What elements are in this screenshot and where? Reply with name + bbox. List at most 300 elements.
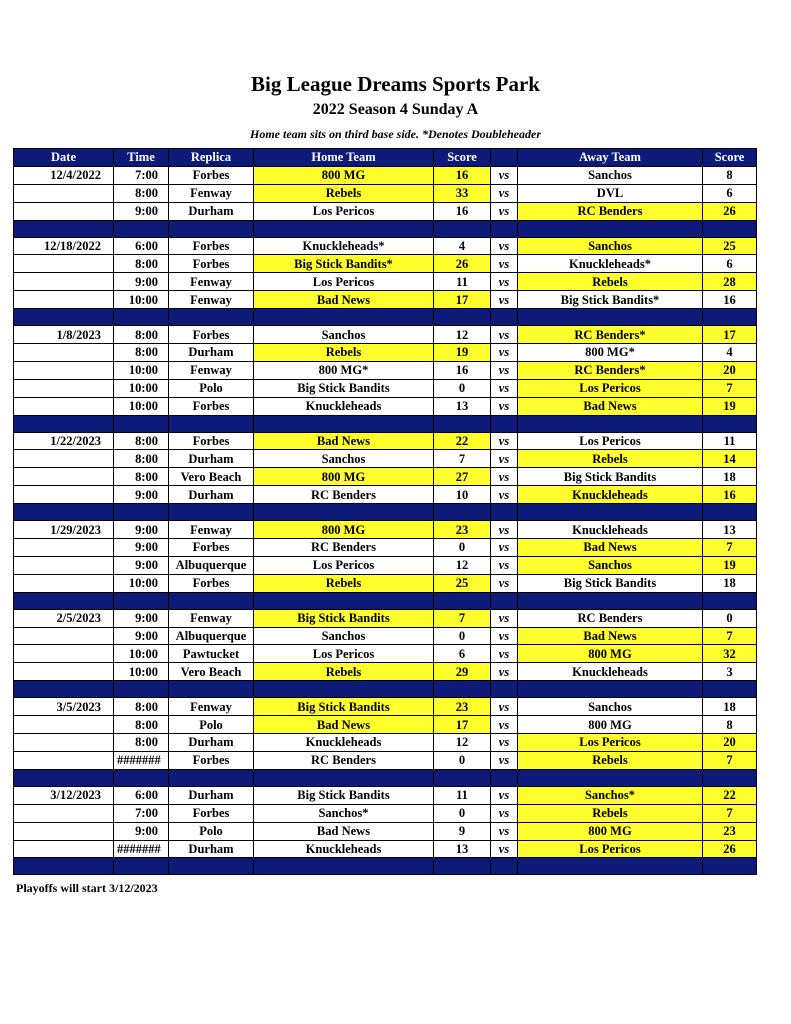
separator-cell bbox=[434, 309, 491, 326]
header-home-team: Home Team bbox=[254, 149, 434, 167]
home-team-cell: Knuckleheads* bbox=[254, 237, 434, 255]
time-cell: 8:00 bbox=[114, 432, 169, 450]
vs-cell: vs bbox=[491, 379, 518, 397]
separator-cell bbox=[491, 681, 518, 698]
time-cell: 7:00 bbox=[114, 804, 169, 822]
away-team-cell: Sanchos bbox=[518, 556, 703, 574]
date-cell bbox=[14, 486, 114, 504]
page-subtitle: 2022 Season 4 Sunday A bbox=[312, 101, 479, 118]
vs-cell: vs bbox=[491, 804, 518, 822]
separator-cell bbox=[703, 415, 757, 432]
separator-cell bbox=[14, 504, 114, 521]
game-row bbox=[14, 344, 757, 362]
separator-cell bbox=[518, 769, 703, 786]
replica-cell: Fenway bbox=[169, 698, 254, 716]
away-score-cell: 7 bbox=[703, 379, 757, 397]
vs-cell: vs bbox=[491, 627, 518, 645]
time-cell: 9:00 bbox=[114, 486, 169, 504]
away-team-cell: Knuckleheads* bbox=[518, 255, 703, 273]
separator-cell bbox=[114, 769, 169, 786]
date-cell bbox=[14, 804, 114, 822]
separator-cell bbox=[254, 858, 434, 875]
vs-cell: vs bbox=[491, 840, 518, 858]
game-row bbox=[14, 166, 757, 184]
header-away-team: Away Team bbox=[518, 149, 703, 167]
vs-cell: vs bbox=[491, 734, 518, 752]
header-replica: Replica bbox=[169, 149, 254, 167]
separator-cell bbox=[703, 769, 757, 786]
time-cell: 10:00 bbox=[114, 379, 169, 397]
home-team-cell: Bad News bbox=[254, 432, 434, 450]
separator-cell bbox=[254, 681, 434, 698]
away-team-cell: 800 MG bbox=[518, 645, 703, 663]
game-row bbox=[14, 291, 757, 309]
away-team-cell: Rebels bbox=[518, 804, 703, 822]
separator-cell bbox=[491, 858, 518, 875]
date-cell bbox=[14, 840, 114, 858]
game-row bbox=[14, 468, 757, 486]
separator-cell bbox=[491, 220, 518, 237]
replica-cell: Forbes bbox=[169, 397, 254, 415]
game-row bbox=[14, 379, 757, 397]
date-cell bbox=[14, 539, 114, 557]
replica-cell: Durham bbox=[169, 450, 254, 468]
away-score-cell: 26 bbox=[703, 840, 757, 858]
vs-cell: vs bbox=[491, 786, 518, 804]
away-team-cell: 800 MG bbox=[518, 822, 703, 840]
vs-cell: vs bbox=[491, 486, 518, 504]
time-cell: 8:00 bbox=[114, 326, 169, 344]
separator-cell bbox=[703, 220, 757, 237]
separator-row bbox=[14, 858, 757, 875]
separator-cell bbox=[254, 220, 434, 237]
game-row bbox=[14, 716, 757, 734]
header-date: Date bbox=[14, 149, 114, 167]
game-row bbox=[14, 326, 757, 344]
game-row bbox=[14, 255, 757, 273]
date-cell: 1/29/2023 bbox=[14, 521, 114, 539]
date-cell bbox=[14, 361, 114, 379]
home-score-cell: 10 bbox=[434, 486, 491, 504]
game-row bbox=[14, 627, 757, 645]
away-score-cell: 18 bbox=[703, 574, 757, 592]
replica-cell: Durham bbox=[169, 734, 254, 752]
home-score-cell: 29 bbox=[434, 663, 491, 681]
date-cell bbox=[14, 645, 114, 663]
home-score-cell: 16 bbox=[434, 166, 491, 184]
date-cell: 3/12/2023 bbox=[14, 786, 114, 804]
time-cell: 8:00 bbox=[114, 698, 169, 716]
date-cell bbox=[14, 184, 114, 202]
time-cell: 9:00 bbox=[114, 556, 169, 574]
separator-cell bbox=[518, 504, 703, 521]
home-score-cell: 22 bbox=[434, 432, 491, 450]
away-score-cell: 6 bbox=[703, 184, 757, 202]
away-team-cell: Los Pericos bbox=[518, 379, 703, 397]
vs-cell: vs bbox=[491, 397, 518, 415]
replica-cell: Forbes bbox=[169, 255, 254, 273]
separator-cell bbox=[434, 769, 491, 786]
away-team-cell: Rebels bbox=[518, 751, 703, 769]
away-team-cell: Big Stick Bandits bbox=[518, 574, 703, 592]
date-cell: 3/5/2023 bbox=[14, 698, 114, 716]
separator-cell bbox=[14, 681, 114, 698]
home-score-cell: 23 bbox=[434, 698, 491, 716]
vs-cell: vs bbox=[491, 166, 518, 184]
away-score-cell: 20 bbox=[703, 361, 757, 379]
vs-cell: vs bbox=[491, 698, 518, 716]
time-cell: 8:00 bbox=[114, 716, 169, 734]
date-cell: 1/22/2023 bbox=[14, 432, 114, 450]
separator-cell bbox=[254, 504, 434, 521]
time-cell: 6:00 bbox=[114, 237, 169, 255]
game-row bbox=[14, 237, 757, 255]
separator-row bbox=[14, 415, 757, 432]
away-score-cell: 19 bbox=[703, 556, 757, 574]
home-team-cell: RC Benders bbox=[254, 539, 434, 557]
date-cell bbox=[14, 627, 114, 645]
home-score-cell: 13 bbox=[434, 840, 491, 858]
home-score-cell: 4 bbox=[434, 237, 491, 255]
vs-cell: vs bbox=[491, 574, 518, 592]
away-score-cell: 23 bbox=[703, 822, 757, 840]
header-home-score: Score bbox=[434, 149, 491, 167]
game-row bbox=[14, 840, 757, 858]
replica-cell: Forbes bbox=[169, 326, 254, 344]
game-row bbox=[14, 645, 757, 663]
game-row bbox=[14, 397, 757, 415]
home-score-cell: 6 bbox=[434, 645, 491, 663]
time-cell: 9:00 bbox=[114, 822, 169, 840]
home-team-cell: Knuckleheads bbox=[254, 840, 434, 858]
replica-cell: Durham bbox=[169, 840, 254, 858]
away-team-cell: 800 MG* bbox=[518, 344, 703, 362]
time-cell: 7:00 bbox=[114, 166, 169, 184]
date-cell bbox=[14, 734, 114, 752]
separator-cell bbox=[434, 681, 491, 698]
time-cell: 8:00 bbox=[114, 184, 169, 202]
away-score-cell: 25 bbox=[703, 237, 757, 255]
home-score-cell: 0 bbox=[434, 627, 491, 645]
date-cell: 1/8/2023 bbox=[14, 326, 114, 344]
home-score-cell: 27 bbox=[434, 468, 491, 486]
away-team-cell: RC Benders* bbox=[518, 326, 703, 344]
vs-cell: vs bbox=[491, 237, 518, 255]
separator-cell bbox=[703, 858, 757, 875]
home-score-cell: 16 bbox=[434, 361, 491, 379]
away-team-cell: Sanchos bbox=[518, 237, 703, 255]
separator-cell bbox=[518, 309, 703, 326]
separator-cell bbox=[518, 415, 703, 432]
replica-cell: Durham bbox=[169, 786, 254, 804]
away-score-cell: 11 bbox=[703, 432, 757, 450]
game-row bbox=[14, 786, 757, 804]
time-cell: 10:00 bbox=[114, 663, 169, 681]
replica-cell: Forbes bbox=[169, 237, 254, 255]
separator-cell bbox=[518, 592, 703, 609]
away-team-cell: Los Pericos bbox=[518, 432, 703, 450]
header-away-score: Score bbox=[703, 149, 757, 167]
separator-cell bbox=[14, 220, 114, 237]
replica-cell: Fenway bbox=[169, 609, 254, 627]
home-team-cell: 800 MG bbox=[254, 521, 434, 539]
away-team-cell: Bad News bbox=[518, 539, 703, 557]
separator-cell bbox=[434, 415, 491, 432]
time-cell: ####### bbox=[114, 751, 169, 769]
away-team-cell: Los Pericos bbox=[518, 734, 703, 752]
separator-cell bbox=[14, 415, 114, 432]
replica-cell: Polo bbox=[169, 379, 254, 397]
game-row bbox=[14, 521, 757, 539]
home-team-cell: Los Pericos bbox=[254, 202, 434, 220]
vs-cell: vs bbox=[491, 291, 518, 309]
home-score-cell: 13 bbox=[434, 397, 491, 415]
separator-row bbox=[14, 769, 757, 786]
separator-row bbox=[14, 681, 757, 698]
schedule-note: Home team sits on third base side. *Denotes Doubleheader bbox=[250, 127, 541, 141]
replica-cell: Forbes bbox=[169, 166, 254, 184]
home-score-cell: 16 bbox=[434, 202, 491, 220]
vs-cell: vs bbox=[491, 822, 518, 840]
separator-cell bbox=[703, 592, 757, 609]
time-cell: 10:00 bbox=[114, 397, 169, 415]
date-cell bbox=[14, 273, 114, 291]
away-score-cell: 20 bbox=[703, 734, 757, 752]
vs-cell: vs bbox=[491, 716, 518, 734]
home-score-cell: 17 bbox=[434, 716, 491, 734]
separator-cell bbox=[254, 769, 434, 786]
home-team-cell: Sanchos* bbox=[254, 804, 434, 822]
away-team-cell: RC Benders* bbox=[518, 361, 703, 379]
vs-cell: vs bbox=[491, 751, 518, 769]
time-cell: 9:00 bbox=[114, 539, 169, 557]
vs-cell: vs bbox=[491, 609, 518, 627]
home-team-cell: Los Pericos bbox=[254, 645, 434, 663]
vs-cell: vs bbox=[491, 273, 518, 291]
separator-cell bbox=[491, 309, 518, 326]
separator-cell bbox=[434, 858, 491, 875]
game-row bbox=[14, 734, 757, 752]
replica-cell: Forbes bbox=[169, 574, 254, 592]
separator-cell bbox=[518, 858, 703, 875]
date-cell bbox=[14, 751, 114, 769]
away-team-cell: 800 MG bbox=[518, 716, 703, 734]
separator-cell bbox=[114, 858, 169, 875]
time-cell: 9:00 bbox=[114, 273, 169, 291]
away-score-cell: 16 bbox=[703, 486, 757, 504]
away-team-cell: Los Pericos bbox=[518, 840, 703, 858]
replica-cell: Forbes bbox=[169, 804, 254, 822]
game-row bbox=[14, 361, 757, 379]
replica-cell: Forbes bbox=[169, 539, 254, 557]
vs-cell: vs bbox=[491, 255, 518, 273]
separator-cell bbox=[703, 681, 757, 698]
separator-cell bbox=[169, 415, 254, 432]
date-cell bbox=[14, 202, 114, 220]
date-cell bbox=[14, 663, 114, 681]
home-team-cell: Rebels bbox=[254, 344, 434, 362]
away-team-cell: Knuckleheads bbox=[518, 663, 703, 681]
home-team-cell: Knuckleheads bbox=[254, 734, 434, 752]
date-cell bbox=[14, 397, 114, 415]
home-team-cell: Big Stick Bandits bbox=[254, 379, 434, 397]
separator-cell bbox=[114, 415, 169, 432]
away-score-cell: 7 bbox=[703, 751, 757, 769]
away-team-cell: Knuckleheads bbox=[518, 486, 703, 504]
separator-cell bbox=[114, 592, 169, 609]
time-cell: 8:00 bbox=[114, 255, 169, 273]
date-cell bbox=[14, 344, 114, 362]
date-cell bbox=[14, 822, 114, 840]
page-title: Big League Dreams Sports Park bbox=[251, 72, 540, 96]
away-team-cell: Big Stick Bandits* bbox=[518, 291, 703, 309]
home-score-cell: 19 bbox=[434, 344, 491, 362]
replica-cell: Albuquerque bbox=[169, 627, 254, 645]
away-team-cell: RC Benders bbox=[518, 609, 703, 627]
home-team-cell: 800 MG bbox=[254, 166, 434, 184]
home-team-cell: Big Stick Bandits bbox=[254, 786, 434, 804]
separator-cell bbox=[491, 592, 518, 609]
separator-cell bbox=[518, 681, 703, 698]
game-row bbox=[14, 751, 757, 769]
game-row bbox=[14, 486, 757, 504]
away-team-cell: Big Stick Bandits bbox=[518, 468, 703, 486]
game-row bbox=[14, 556, 757, 574]
header-time: Time bbox=[114, 149, 169, 167]
time-cell: 8:00 bbox=[114, 450, 169, 468]
away-team-cell: RC Benders bbox=[518, 202, 703, 220]
date-cell: 2/5/2023 bbox=[14, 609, 114, 627]
separator-cell bbox=[14, 592, 114, 609]
away-score-cell: 14 bbox=[703, 450, 757, 468]
away-score-cell: 0 bbox=[703, 609, 757, 627]
separator-cell bbox=[169, 681, 254, 698]
away-score-cell: 26 bbox=[703, 202, 757, 220]
separator-cell bbox=[14, 309, 114, 326]
date-cell bbox=[14, 468, 114, 486]
separator-cell bbox=[434, 592, 491, 609]
separator-cell bbox=[434, 220, 491, 237]
home-score-cell: 0 bbox=[434, 751, 491, 769]
away-team-cell: Bad News bbox=[518, 397, 703, 415]
away-score-cell: 4 bbox=[703, 344, 757, 362]
separator-row bbox=[14, 592, 757, 609]
home-team-cell: Rebels bbox=[254, 574, 434, 592]
separator-cell bbox=[14, 769, 114, 786]
home-score-cell: 0 bbox=[434, 379, 491, 397]
vs-cell: vs bbox=[491, 326, 518, 344]
separator-cell bbox=[518, 220, 703, 237]
away-team-cell: Sanchos bbox=[518, 166, 703, 184]
game-row bbox=[14, 539, 757, 557]
separator-row bbox=[14, 309, 757, 326]
time-cell: 10:00 bbox=[114, 574, 169, 592]
away-score-cell: 13 bbox=[703, 521, 757, 539]
time-cell: 8:00 bbox=[114, 734, 169, 752]
separator-cell bbox=[434, 504, 491, 521]
separator-cell bbox=[169, 592, 254, 609]
date-cell: 12/4/2022 bbox=[14, 166, 114, 184]
home-score-cell: 12 bbox=[434, 326, 491, 344]
replica-cell: Albuquerque bbox=[169, 556, 254, 574]
separator-cell bbox=[169, 858, 254, 875]
home-team-cell: Bad News bbox=[254, 822, 434, 840]
replica-cell: Pawtucket bbox=[169, 645, 254, 663]
home-team-cell: RC Benders bbox=[254, 486, 434, 504]
home-team-cell: Knuckleheads bbox=[254, 397, 434, 415]
home-team-cell: Sanchos bbox=[254, 326, 434, 344]
separator-cell bbox=[254, 309, 434, 326]
separator-cell bbox=[491, 504, 518, 521]
separator-cell bbox=[114, 681, 169, 698]
vs-cell: vs bbox=[491, 432, 518, 450]
home-score-cell: 9 bbox=[434, 822, 491, 840]
home-score-cell: 33 bbox=[434, 184, 491, 202]
home-team-cell: Big Stick Bandits* bbox=[254, 255, 434, 273]
separator-cell bbox=[491, 415, 518, 432]
vs-cell: vs bbox=[491, 521, 518, 539]
away-score-cell: 7 bbox=[703, 627, 757, 645]
home-score-cell: 23 bbox=[434, 521, 491, 539]
home-team-cell: Big Stick Bandits bbox=[254, 609, 434, 627]
separator-cell bbox=[703, 309, 757, 326]
away-team-cell: Sanchos bbox=[518, 698, 703, 716]
game-row bbox=[14, 184, 757, 202]
separator-cell bbox=[169, 504, 254, 521]
time-cell: 10:00 bbox=[114, 645, 169, 663]
home-score-cell: 7 bbox=[434, 609, 491, 627]
home-team-cell: RC Benders bbox=[254, 751, 434, 769]
separator-cell bbox=[169, 309, 254, 326]
replica-cell: Vero Beach bbox=[169, 468, 254, 486]
home-score-cell: 0 bbox=[434, 539, 491, 557]
away-score-cell: 7 bbox=[703, 804, 757, 822]
home-score-cell: 11 bbox=[434, 786, 491, 804]
game-row bbox=[14, 273, 757, 291]
game-row bbox=[14, 574, 757, 592]
home-team-cell: Sanchos bbox=[254, 627, 434, 645]
replica-cell: Forbes bbox=[169, 751, 254, 769]
date-cell bbox=[14, 450, 114, 468]
game-row bbox=[14, 663, 757, 681]
vs-cell: vs bbox=[491, 663, 518, 681]
away-score-cell: 18 bbox=[703, 468, 757, 486]
replica-cell: Durham bbox=[169, 202, 254, 220]
home-score-cell: 11 bbox=[434, 273, 491, 291]
replica-cell: Polo bbox=[169, 822, 254, 840]
time-cell: 8:00 bbox=[114, 468, 169, 486]
replica-cell: Polo bbox=[169, 716, 254, 734]
home-team-cell: Big Stick Bandits bbox=[254, 698, 434, 716]
time-cell: 6:00 bbox=[114, 786, 169, 804]
away-score-cell: 3 bbox=[703, 663, 757, 681]
date-cell bbox=[14, 574, 114, 592]
away-score-cell: 8 bbox=[703, 716, 757, 734]
game-row bbox=[14, 822, 757, 840]
replica-cell: Durham bbox=[169, 486, 254, 504]
vs-cell: vs bbox=[491, 539, 518, 557]
separator-cell bbox=[254, 415, 434, 432]
date-cell bbox=[14, 291, 114, 309]
date-cell bbox=[14, 716, 114, 734]
game-row bbox=[14, 432, 757, 450]
away-team-cell: Rebels bbox=[518, 273, 703, 291]
time-cell: 9:00 bbox=[114, 627, 169, 645]
date-cell bbox=[14, 255, 114, 273]
replica-cell: Fenway bbox=[169, 184, 254, 202]
replica-cell: Fenway bbox=[169, 521, 254, 539]
separator-cell bbox=[169, 220, 254, 237]
